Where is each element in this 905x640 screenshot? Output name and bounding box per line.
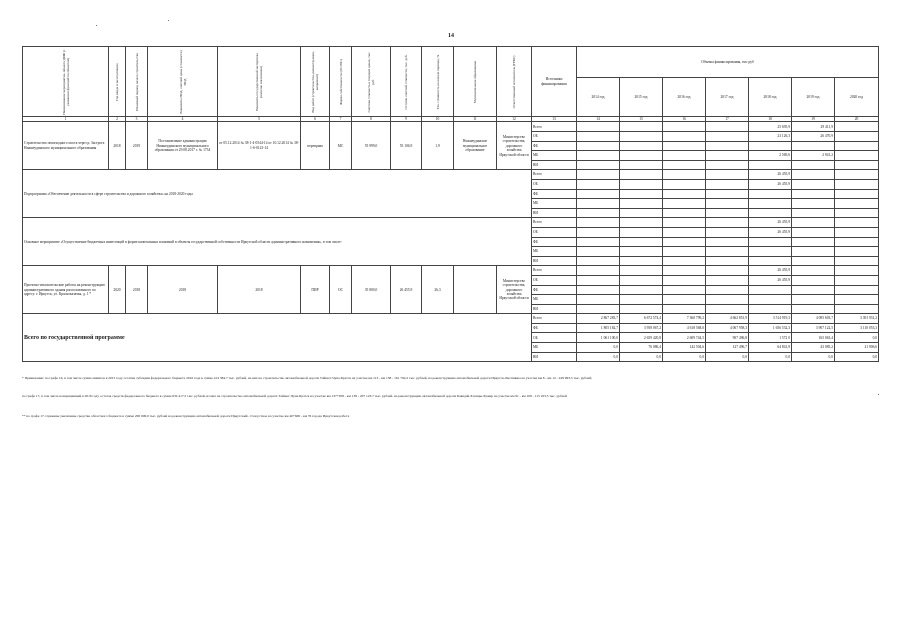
block3-val xyxy=(835,247,879,257)
column-number: 19 xyxy=(792,117,835,122)
total-src-4: ВИ xyxy=(532,352,577,362)
total-val: 1 805 182,7 xyxy=(577,323,620,333)
total-val: 1 061 100,0 xyxy=(577,333,620,343)
block2-val xyxy=(663,208,706,218)
block1-src-1: ОБ xyxy=(532,132,577,142)
block4-src-1: ОБ xyxy=(532,275,577,285)
block2-val xyxy=(620,208,663,218)
block3-val xyxy=(835,227,879,237)
column-number: 7 xyxy=(330,117,352,122)
block3-val xyxy=(577,237,620,247)
block4-val xyxy=(663,266,706,276)
block3-src-1: ОБ xyxy=(532,227,577,237)
column-number: 14 xyxy=(577,117,620,122)
block4-row-0 xyxy=(23,266,879,276)
total-val: 0,0 xyxy=(792,352,835,362)
block4-mo xyxy=(454,266,497,314)
column-number: 13 xyxy=(532,117,577,122)
total-val: 64 841,9 xyxy=(749,343,792,353)
funding-table xyxy=(22,46,879,362)
block2-val xyxy=(577,199,620,209)
column-number: 9 xyxy=(391,117,422,122)
block2-val xyxy=(620,179,663,189)
block4-val: 26 455,9 xyxy=(749,275,792,285)
block2-val xyxy=(663,199,706,209)
block1-val: 26 470,9 xyxy=(792,132,835,142)
block4-val xyxy=(620,275,663,285)
block3-val xyxy=(835,218,879,228)
column-number: 1 xyxy=(23,117,109,122)
column-number: 20 xyxy=(835,117,879,122)
page-number: 14 xyxy=(448,33,454,39)
header-col12: Ответственный исполнитель (ГРБС) xyxy=(512,55,516,108)
header-col8: Сметная стоимость в текущих ценах, тыс. руб. xyxy=(367,51,375,112)
total-val: 0,0 xyxy=(835,333,879,343)
total-val: 165 063,4 xyxy=(792,333,835,343)
block1-ready: 1,9 xyxy=(422,122,454,170)
block1-val xyxy=(835,151,879,161)
header-col13: Источники финансирования xyxy=(532,47,577,117)
block1-work: переправа xyxy=(301,122,330,170)
block2-val xyxy=(706,189,749,199)
block4-val xyxy=(620,304,663,314)
column-number: 3 xyxy=(126,117,148,122)
block3-src-0: Всего xyxy=(532,218,577,228)
block1-remain: 55 106,9 xyxy=(391,122,422,170)
block4-executor: Министерство строительства, дорожного хозяйства Иркутской области xyxy=(497,266,532,314)
block3-val xyxy=(749,256,792,266)
block4-val xyxy=(835,304,879,314)
block4-val xyxy=(663,295,706,305)
block3-val xyxy=(577,218,620,228)
total-val: 3 391 931,2 xyxy=(835,314,879,324)
block4-val xyxy=(792,295,835,305)
block4-src-4: ВИ xyxy=(532,304,577,314)
block1-src-3: МБ xyxy=(532,151,577,161)
block2-src-3: МБ xyxy=(532,199,577,209)
year-2020: 2020 год xyxy=(835,78,879,117)
header-col5: Реквизиты государственной экспертизы (наличие заключения) xyxy=(255,52,263,111)
header-col6: Вид работ (строительство, реконструкция, капремонт) xyxy=(311,50,319,113)
block1-row-0 xyxy=(23,122,879,132)
block2-val xyxy=(577,208,620,218)
block1-val xyxy=(577,122,620,132)
block4-year: 2020 xyxy=(109,266,126,314)
scan-speck xyxy=(168,20,169,21)
year-2017: 2017 год xyxy=(706,78,749,117)
block1-val xyxy=(835,160,879,170)
block2-val: 26 455,9 xyxy=(749,170,792,180)
block3-val xyxy=(835,237,879,247)
block4-val xyxy=(620,266,663,276)
block4-ownership: ОС xyxy=(330,266,352,314)
block3-val xyxy=(706,256,749,266)
block3-val xyxy=(577,247,620,257)
total-val: 7 360 799,2 xyxy=(663,314,706,324)
total-src-2: ОБ xyxy=(532,333,577,343)
block1-val xyxy=(706,132,749,142)
column-number: 6 xyxy=(301,117,330,122)
block4-src-3: МБ xyxy=(532,295,577,305)
block2-src-1: ОБ xyxy=(532,179,577,189)
block4-val xyxy=(663,275,706,285)
block2-val xyxy=(835,208,879,218)
block2-val xyxy=(706,199,749,209)
block4-val xyxy=(792,285,835,295)
block1-start: 2019 xyxy=(126,122,148,170)
column-number: 10 xyxy=(422,117,454,122)
block1-val xyxy=(706,160,749,170)
block4-cost: 35 800,0 xyxy=(352,266,391,314)
block2-val xyxy=(749,199,792,209)
block1-val: 25 695,9 xyxy=(749,122,792,132)
footnote-3: ** по графе 17 отражены увеличены средства областного бюджета в сумме 200 000,0 тыс. рублей на реконструкцию автомобильной дороги Иркутский - Голоустное на участке км 40+600 - км 76 города Иркутская работа xyxy=(22,414,350,418)
total-val: 0,0 xyxy=(663,352,706,362)
block2-val xyxy=(706,208,749,218)
block3-val xyxy=(706,218,749,228)
block1-val xyxy=(663,160,706,170)
block1-ownership: МС xyxy=(330,122,352,170)
block2-val xyxy=(663,179,706,189)
block4-val xyxy=(792,266,835,276)
block1-val xyxy=(706,122,749,132)
total-val: 3 958 067,2 xyxy=(620,323,663,333)
block4-val: 26 455,9 xyxy=(749,266,792,276)
block4-val xyxy=(706,304,749,314)
block2-val xyxy=(663,189,706,199)
block4-remain: 26 455,9 xyxy=(391,266,422,314)
block2-val: 26 455,9 xyxy=(749,179,792,189)
total-val: 4 662 851,9 xyxy=(706,314,749,324)
scan-speck xyxy=(96,25,97,26)
block1-val xyxy=(749,141,792,151)
block4-ready: 26,3 xyxy=(422,266,454,314)
block2-src-0: Всего xyxy=(532,170,577,180)
block3-val xyxy=(792,218,835,228)
total-val: 2 659 420,8 xyxy=(620,333,663,343)
block4-val xyxy=(835,295,879,305)
block4-val xyxy=(577,304,620,314)
block4-src-0: Всего xyxy=(532,266,577,276)
block2-val xyxy=(620,170,663,180)
block1-val xyxy=(620,141,663,151)
block4-src-2: ФБ xyxy=(532,285,577,295)
block2-val xyxy=(835,199,879,209)
column-number: 15 xyxy=(620,117,663,122)
block1-val xyxy=(663,141,706,151)
header-col7: Форма собственности (ОС/МС) xyxy=(338,58,343,105)
year-2019: 2019 год xyxy=(792,78,835,117)
block3-src-3: МБ xyxy=(532,247,577,257)
block2-val xyxy=(577,179,620,189)
block1-val xyxy=(792,160,835,170)
total-val: 2 867 283,7 xyxy=(577,314,620,324)
header-col1: Наименование мероприятия, объекта ДИФ (с указанием функций по объектам) xyxy=(61,48,70,115)
block1-val xyxy=(706,151,749,161)
header-col9: Остаток сметной стоимости, тыс. руб. xyxy=(404,53,408,110)
block1-val xyxy=(620,122,663,132)
block3-val xyxy=(706,247,749,257)
total-val: 2 609 744,5 xyxy=(663,333,706,343)
block1-val xyxy=(577,141,620,151)
block3-val xyxy=(620,227,663,237)
year-2018: 2018 год xyxy=(749,78,792,117)
column-number: 12 xyxy=(497,117,532,122)
block3-val xyxy=(749,247,792,257)
block4-val xyxy=(663,304,706,314)
total-val: 76 086,4 xyxy=(620,343,663,353)
block2-val xyxy=(663,170,706,180)
block4-val xyxy=(577,275,620,285)
block4-val xyxy=(620,295,663,305)
total-val: 1 572 0 xyxy=(749,333,792,343)
block1-src-0: Всего xyxy=(532,122,577,132)
block3-val xyxy=(663,237,706,247)
block3-val xyxy=(620,256,663,266)
block1-val xyxy=(835,132,879,142)
block1-name: Строительство пешеходного моста через р. Застрога Нижнеудинского муниципального образования xyxy=(23,122,109,170)
block2-val xyxy=(835,179,879,189)
block3-val xyxy=(835,256,879,266)
total-val: 4 067 958,3 xyxy=(706,323,749,333)
block3-val xyxy=(663,218,706,228)
year-2015: 2015 год xyxy=(620,78,663,117)
block3-name: Основное мероприятие «Осуществление бюджетных инвестиций в форме капитальных вложений в объекты государственной собственности Иркутской области административного назначения», в том числе: xyxy=(23,218,532,266)
block1-val xyxy=(620,160,663,170)
column-number: 4 xyxy=(148,117,218,122)
total-val: 0,0 xyxy=(577,343,620,353)
block4-val xyxy=(577,285,620,295)
footnote-1: * Примечание: по графе 16, в том числе сумма лимитов в 2015 году остатки субсидии федерального бюджета 2016 года в сумме 414 384,7 тыс. рублей, на них на строительство автомобильной дороги Тайшет-Чуна-Братск на участке км 113 - км 138 - 161 792,2 тыс. рублей, на реконструкцию автомобильной дороги Иркутск-Листвянка на участке км 8 - км 12 - 249 993,5 тыс. рублей; xyxy=(22,376,592,380)
year-2014: 2014 год xyxy=(577,78,620,117)
block4-val xyxy=(749,304,792,314)
block4-val xyxy=(706,295,749,305)
block1-val xyxy=(663,151,706,161)
block3-val xyxy=(792,247,835,257)
block1-val: 2 941,2 xyxy=(792,151,835,161)
total-name: Всего по государственной программе xyxy=(23,314,532,362)
block2-val xyxy=(577,170,620,180)
total-val: 127 496,7 xyxy=(706,343,749,353)
block4-val xyxy=(749,295,792,305)
column-number: 16 xyxy=(663,117,706,122)
block2-val xyxy=(706,179,749,189)
block2-src-2: ФБ xyxy=(532,189,577,199)
column-number: 18 xyxy=(749,117,792,122)
block4-expertise: 2018 xyxy=(218,266,301,314)
column-number: 8 xyxy=(352,117,391,122)
block3-val xyxy=(792,227,835,237)
block3-src-4: ВИ xyxy=(532,256,577,266)
total-val: 0,0 xyxy=(706,352,749,362)
block1-val xyxy=(663,122,706,132)
total-val: 0,0 xyxy=(835,352,879,362)
total-src-1: ФБ xyxy=(532,323,577,333)
block2-val xyxy=(620,189,663,199)
total-val: 4 618 568,0 xyxy=(663,323,706,333)
block4-val xyxy=(792,275,835,285)
block3-val xyxy=(577,256,620,266)
funding-title: Объемы финансирования, тыс руб xyxy=(577,47,879,78)
block4-name: Проектно-изыскательские работы на реконструкцию административного здания расположенного по адресу: г. Иркутск, ул. Красноказачья, д. 1 * xyxy=(23,266,109,314)
block1-src-2: ФБ xyxy=(532,141,577,151)
block1-val: 23 126,3 xyxy=(749,132,792,142)
block4-val xyxy=(706,285,749,295)
footnote-2: по графе 17, в том числе возвращенный в 2016 году остаток средств федерального бюджета в сумме 632 417,5 тыс. рублей, из них на строительство автомобильной дороги Тайшет-Чуна-Братск на участке км 137+058 - км 138 - 207 123,7 тыс. рублей, на реконструкцию автомобильной дороги Баяндай-Еланцы-Хужир на участке км 91 - км 108 - 115 163,5 тыс. рублей xyxy=(22,394,567,398)
block3-val xyxy=(706,237,749,247)
total-row-0 xyxy=(23,314,879,324)
total-val: 0,0 xyxy=(577,352,620,362)
block1-psd: Постановление администрации Нижнеудинского муниципального образования от 29.08.2017 г. № 1734 xyxy=(148,122,218,170)
header-col4: Реквизиты ПСД, сметной цены (стоимости) ПСД xyxy=(178,49,187,114)
block2-val xyxy=(749,208,792,218)
block1-val xyxy=(577,160,620,170)
block1-val xyxy=(620,151,663,161)
block4-val xyxy=(749,285,792,295)
block2-val xyxy=(792,189,835,199)
block2-row-0 xyxy=(23,170,879,180)
block3-val xyxy=(792,237,835,247)
block1-expertise: от 05.12.2014 № 38-1-4-0544-14 от 10.12.2014 № 38-1-6-0123-14 xyxy=(218,122,301,170)
block1-val xyxy=(706,141,749,151)
block4-psd: 2018 xyxy=(148,266,218,314)
block1-year: 2018 xyxy=(109,122,126,170)
block3-val: 26 455,9 xyxy=(749,218,792,228)
total-val: 0,0 xyxy=(620,352,663,362)
block4-val xyxy=(577,266,620,276)
block4-val xyxy=(663,285,706,295)
block4-val xyxy=(835,275,879,285)
header-row xyxy=(23,47,879,78)
header-col3: Плановый период начала строительства xyxy=(134,52,139,111)
block1-val xyxy=(663,132,706,142)
block3-val xyxy=(706,227,749,237)
total-val: 21 906,6 xyxy=(835,343,879,353)
block1-val: 29 411,9 xyxy=(792,122,835,132)
block3-val xyxy=(620,218,663,228)
block3-val xyxy=(792,256,835,266)
block3-row-0 xyxy=(23,218,879,228)
block4-val xyxy=(706,275,749,285)
header-col10: Тех. готовность на начало периода, % xyxy=(435,54,440,109)
block3-val xyxy=(620,247,663,257)
block2-val xyxy=(835,189,879,199)
total-val: 907 496,8 xyxy=(706,333,749,343)
header-col2: Год ввода в эксплуатацию xyxy=(115,62,119,101)
block3-val xyxy=(663,256,706,266)
block2-src-4: ВИ xyxy=(532,208,577,218)
block1-val xyxy=(749,160,792,170)
total-val: 0,0 xyxy=(749,352,792,362)
block2-val xyxy=(792,208,835,218)
block1-src-4: ВИ xyxy=(532,160,577,170)
block2-val xyxy=(792,199,835,209)
block3-val xyxy=(749,237,792,247)
block1-val xyxy=(577,132,620,142)
total-val: 3 110 053,3 xyxy=(835,323,879,333)
block4-val xyxy=(577,295,620,305)
block2-val xyxy=(620,199,663,209)
block4-val xyxy=(706,266,749,276)
block4-val xyxy=(835,266,879,276)
block1-val xyxy=(792,141,835,151)
header-col11: Муниципальное образование xyxy=(473,60,477,103)
block2-val xyxy=(835,170,879,180)
block2-name: Подпрограмма «Обеспечение деятельности в сфере строительства и дорожного хозяйства» на 2018-2020 годы xyxy=(23,170,532,218)
block3-val xyxy=(577,227,620,237)
column-number: 11 xyxy=(454,117,497,122)
column-number: 5 xyxy=(218,117,301,122)
block4-work: ПИР xyxy=(301,266,330,314)
block2-val xyxy=(792,170,835,180)
block2-val xyxy=(706,170,749,180)
block1-mo: Нижнеудинское муниципальное образование xyxy=(454,122,497,170)
block1-val xyxy=(620,132,663,142)
total-val: 43 085,2 xyxy=(792,343,835,353)
total-val: 3 514 919,3 xyxy=(749,314,792,324)
total-val: 142 504,6 xyxy=(663,343,706,353)
block1-cost: 55 999,0 xyxy=(352,122,391,170)
block1-val xyxy=(835,141,879,151)
block4-val xyxy=(835,285,879,295)
block2-val xyxy=(749,189,792,199)
column-number: 17 xyxy=(706,117,749,122)
total-val: 3 907 122,5 xyxy=(792,323,835,333)
total-val: 6 672 574,4 xyxy=(620,314,663,324)
block3-val: 26 455,9 xyxy=(749,227,792,237)
total-src-0: Всего xyxy=(532,314,577,324)
block1-val xyxy=(835,122,879,132)
total-val: 1 656 532,3 xyxy=(749,323,792,333)
block1-val xyxy=(577,151,620,161)
block1-executor: Министерство строительства, дорожного хозяйства Иркутской области xyxy=(497,122,532,170)
block2-val xyxy=(792,179,835,189)
block1-val: 2 569,6 xyxy=(749,151,792,161)
block2-val xyxy=(577,189,620,199)
column-number: 2 xyxy=(109,117,126,122)
block4-val xyxy=(792,304,835,314)
year-2016: 2016 год xyxy=(663,78,706,117)
block3-src-2: ФБ xyxy=(532,237,577,247)
total-val: 4 095 603,7 xyxy=(792,314,835,324)
total-src-3: МБ xyxy=(532,343,577,353)
block3-val xyxy=(663,227,706,237)
block3-val xyxy=(620,237,663,247)
block3-val xyxy=(663,247,706,257)
block4-start: 2018 xyxy=(126,266,148,314)
block4-val xyxy=(620,285,663,295)
